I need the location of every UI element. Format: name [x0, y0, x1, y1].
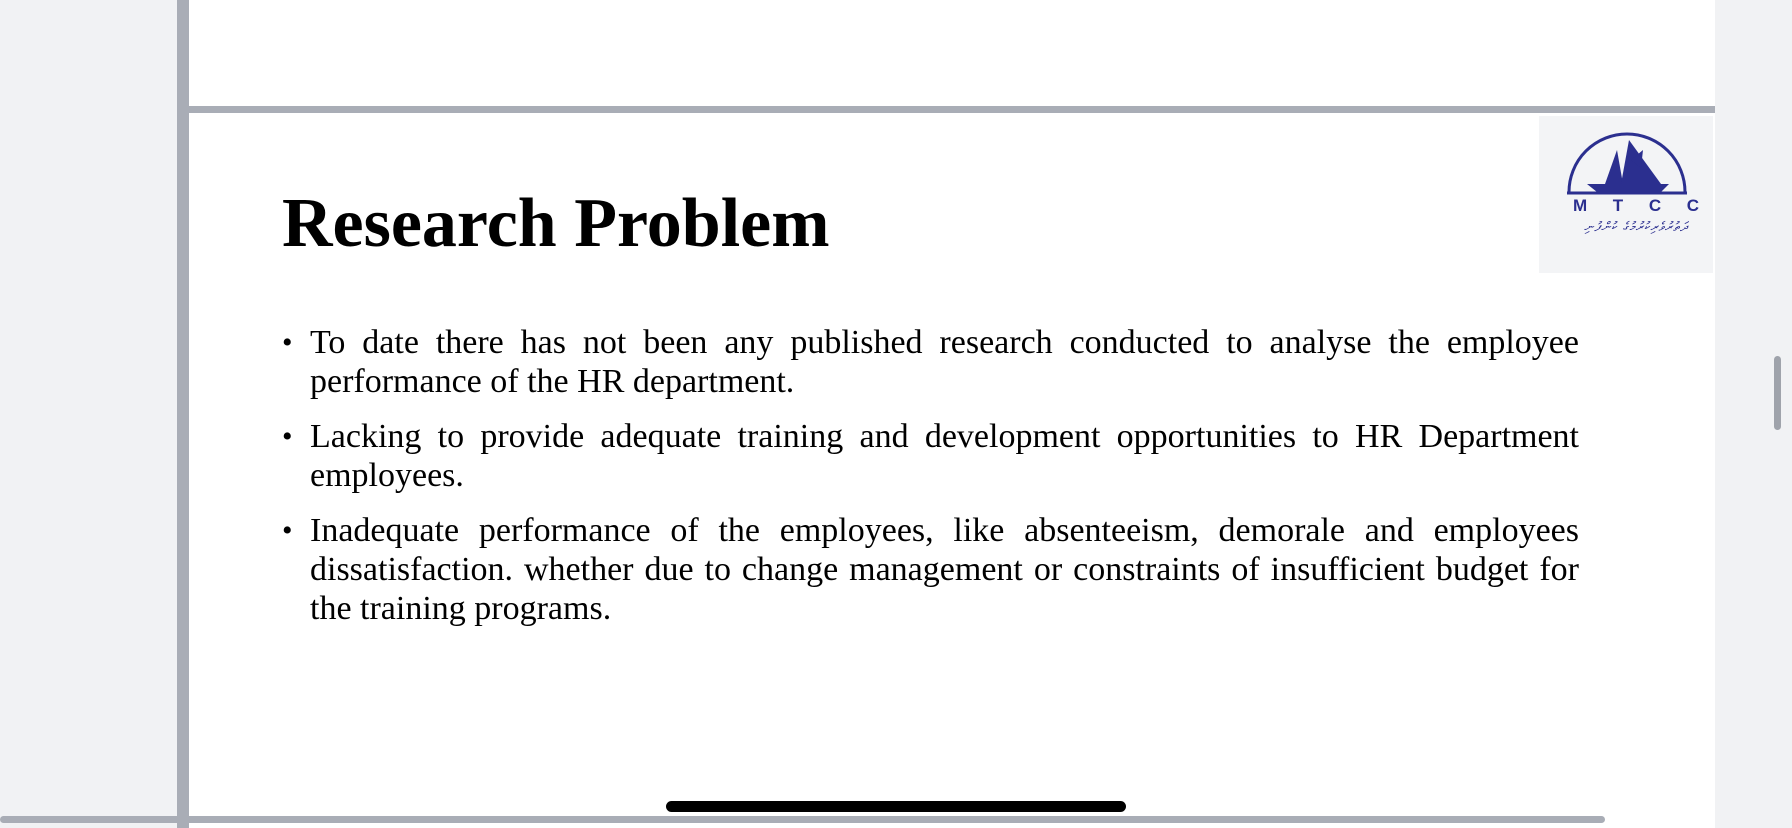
- bullet-item: [282, 511, 1579, 628]
- slide-title: Research Problem: [282, 185, 830, 262]
- bullet-text: To date there has not been any published research conducted to analyse the employee performance of the HR department.: [310, 324, 1579, 400]
- previous-page-bottom: [189, 0, 1715, 106]
- bullet-dot-icon: •: [282, 326, 293, 359]
- bullet-text: Lacking to provide adequate training and development opportunities to HR Department employees.: [310, 418, 1579, 494]
- left-gutter-bar: [177, 0, 189, 828]
- logo-letter: C: [1686, 196, 1699, 215]
- bullet-item: [282, 323, 1579, 401]
- bullet-text: Inadequate performance of the employees, like absenteeism, demorale and employees dissatisfaction. whether due to change management or constraints of insufficient budget for the training programs.: [310, 512, 1579, 627]
- dhoni-sail-icon: [1557, 132, 1697, 198]
- logo-dhivehi-script: ދަތުރުވެރިކުރުމުގެ ކުންފުނި: [1583, 220, 1689, 235]
- horizontal-scrollbar[interactable]: [0, 816, 1605, 823]
- logo-letter: T: [1612, 196, 1624, 215]
- logo-letters: [1573, 196, 1699, 216]
- bullet-item: [282, 417, 1579, 495]
- logo-letter: C: [1648, 196, 1662, 215]
- slide-page: [189, 113, 1715, 828]
- bullet-dot-icon: •: [282, 420, 293, 453]
- bullet-dot-icon: •: [282, 514, 293, 547]
- mtcc-logo: [1539, 116, 1713, 273]
- vertical-scroll-handle[interactable]: [1774, 356, 1781, 430]
- bullet-list: [282, 323, 1579, 644]
- page-separator: [189, 106, 1715, 113]
- logo-letter: M: [1573, 196, 1588, 215]
- home-indicator[interactable]: [666, 801, 1126, 812]
